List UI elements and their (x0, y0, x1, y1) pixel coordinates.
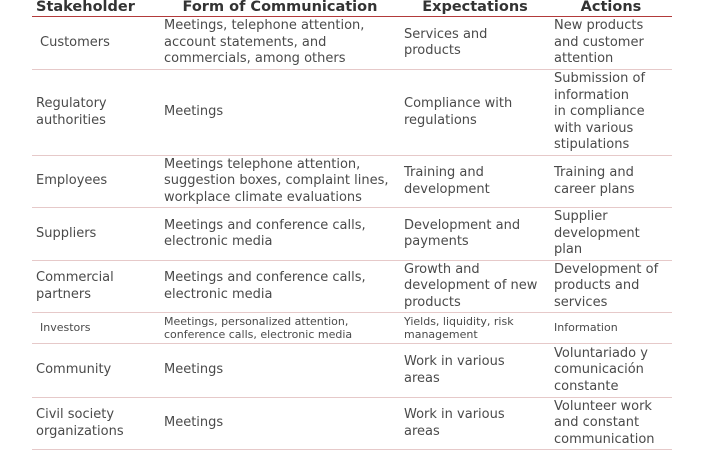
cell-line: account statements, and (164, 34, 327, 50)
communication-cell (160, 398, 400, 450)
stakeholder-cell (32, 261, 160, 313)
cell-line: products (404, 43, 461, 58)
cell-line: constante (554, 378, 619, 394)
cell-line: Meetings, telephone attention, (164, 18, 365, 34)
stakeholder-cell (32, 70, 160, 156)
cell-line: partners (36, 286, 92, 302)
actions-cell (550, 313, 672, 344)
stakeholder-cell (32, 313, 160, 344)
cell-line: development (554, 225, 640, 241)
cell-line: Customers (40, 34, 110, 50)
cell-line: workplace climate evaluations (164, 189, 362, 205)
cell-line: Meetings and conference calls, (164, 217, 366, 233)
cell-line: Yields, liquidity, risk (404, 314, 514, 328)
expectations-cell (400, 313, 550, 344)
cell-line: electronic media (164, 234, 273, 249)
cell-line: authorities (36, 112, 106, 128)
expectations-cell (400, 208, 550, 261)
table-row (32, 261, 672, 313)
cell-line: Development of (554, 261, 659, 277)
cell-line: Training and (554, 165, 634, 180)
table-row (32, 17, 672, 70)
cell-line: services (554, 294, 608, 310)
header-actions: Actions (550, 0, 672, 17)
actions-cell (550, 70, 672, 156)
actions-cell (550, 208, 672, 261)
cell-line: information (554, 87, 630, 103)
cell-line: and customer (554, 34, 644, 50)
cell-line: commercials, among others (164, 51, 346, 67)
actions-cell (550, 261, 672, 313)
cell-line: in compliance (554, 104, 645, 120)
stakeholder-cell (32, 17, 160, 70)
cell-line: Investors (40, 321, 91, 335)
header-communication: Form of Communication (160, 0, 400, 17)
stakeholder-cell (32, 156, 160, 208)
expectations-cell (400, 344, 550, 398)
stakeholder-cell (32, 398, 160, 450)
actions-cell (550, 398, 672, 450)
header-expectations: Expectations (400, 0, 550, 17)
communication-cell (160, 208, 400, 261)
cell-line: Community (36, 362, 112, 378)
cell-line: Meetings (164, 104, 224, 120)
actions-cell (550, 156, 672, 208)
table-row (32, 156, 672, 208)
cell-line: Meetings and conference calls, (164, 270, 366, 285)
cell-line: Voluntariado y (554, 345, 648, 361)
communication-cell (160, 156, 400, 208)
cell-line: areas (404, 370, 440, 386)
cell-line: Supplier (554, 209, 608, 225)
cell-line: Services and (404, 26, 488, 42)
cell-line: payments (404, 234, 469, 249)
communication-cell (160, 17, 400, 70)
cell-line: Civil society (36, 407, 115, 422)
cell-line: organizations (36, 423, 124, 439)
table-row (32, 70, 672, 156)
communication-cell (160, 70, 400, 156)
cell-line: regulations (404, 112, 477, 128)
expectations-cell (400, 156, 550, 208)
cell-line: Suppliers (36, 225, 97, 241)
cell-line: career plans (554, 181, 635, 197)
expectations-cell (400, 70, 550, 156)
cell-line: Meetings (164, 415, 224, 431)
cell-line: Training and (404, 165, 484, 180)
stakeholder-table (32, 0, 672, 450)
header-row (32, 0, 672, 17)
communication-cell (160, 313, 400, 344)
cell-line: plan (554, 242, 583, 258)
cell-line: Submission of (554, 71, 646, 87)
cell-line: products and (554, 278, 640, 294)
cell-line: electronic media (164, 286, 273, 302)
cell-line: conference calls, electronic media (164, 328, 353, 341)
cell-line: development (404, 181, 490, 197)
actions-cell (550, 344, 672, 398)
cell-line: management (404, 328, 478, 341)
expectations-cell (400, 261, 550, 313)
cell-line: Regulatory (36, 96, 107, 111)
cell-line: New products (554, 18, 644, 34)
cell-line: comunicación (554, 362, 644, 378)
cell-line: Work in various (404, 407, 505, 422)
cell-line: products (404, 294, 461, 310)
table-row (32, 313, 672, 344)
stakeholder-cell (32, 208, 160, 261)
cell-line: Information (554, 321, 618, 335)
header-stakeholder: Stakeholder (32, 0, 160, 17)
cell-line: Work in various (404, 354, 505, 369)
cell-line: Compliance with (404, 96, 513, 111)
actions-cell (550, 17, 672, 70)
cell-line: Commercial (36, 270, 114, 285)
stakeholder-cell (32, 344, 160, 398)
cell-line: communication (554, 431, 655, 447)
communication-cell (160, 261, 400, 313)
table-row (32, 344, 672, 398)
cell-line: development of new (404, 278, 538, 294)
communication-cell (160, 344, 400, 398)
cell-line: Employees (36, 173, 108, 189)
cell-line: Meetings telephone attention, (164, 156, 361, 172)
cell-line: Volunteer work (554, 398, 652, 414)
cell-line: and constant (554, 415, 640, 431)
expectations-cell (400, 17, 550, 70)
cell-line: suggestion boxes, complaint lines, (164, 173, 389, 189)
cell-line: Growth and (404, 261, 480, 277)
cell-line: areas (404, 423, 440, 439)
table-row (32, 208, 672, 261)
expectations-cell (400, 398, 550, 450)
cell-line: Development and (404, 217, 521, 233)
cell-line: Meetings, personalized attention, (164, 314, 349, 328)
cell-line: with various (554, 120, 634, 136)
table-row (32, 398, 672, 450)
cell-line: Meetings (164, 362, 224, 378)
cell-line: stipulations (554, 137, 630, 153)
cell-line: attention (554, 51, 614, 67)
table-body (32, 17, 672, 450)
